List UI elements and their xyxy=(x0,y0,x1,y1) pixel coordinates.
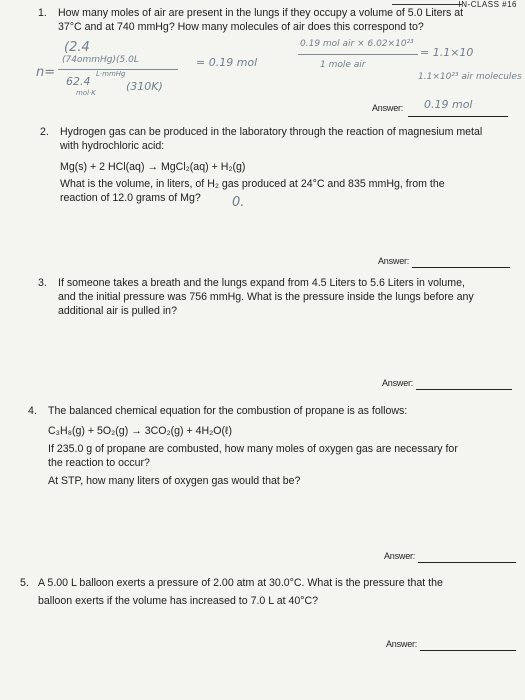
q1-work-conv-eq: = 1.1×10 xyxy=(420,46,474,59)
q1-work-conv1: 0.19 mol air × 6.02×10²³ xyxy=(300,39,414,49)
q3-text-line2: and the initial pressure was 756 mmHg. What is the pressure inside the lungs before any xyxy=(58,291,474,303)
q1-work-conv-bar xyxy=(298,54,418,55)
q1-work-conv-den: 1 mole air xyxy=(320,60,366,70)
q2-answer-line xyxy=(412,267,510,268)
q3-text-line3: additional air is pulled in? xyxy=(58,305,177,317)
q2-text-line3: What is the volume, in liters, of H₂ gas produced at 24°C and 835 mmHg, from the xyxy=(60,178,445,190)
q5-answer-line xyxy=(420,650,516,651)
q1-work-n-eq: n= xyxy=(36,65,56,80)
q1-answer-value: 0.19 mol xyxy=(424,98,473,111)
q1-work-conv-res: 1.1×10²³ air molecules xyxy=(418,72,522,82)
q2-answer-label: Answer: xyxy=(378,256,410,266)
q4-answer-line xyxy=(418,562,516,563)
q3-number: 3. xyxy=(38,277,47,289)
q2-text-line2: with hydrochloric acid: xyxy=(60,140,165,152)
q2-work-mark: 0. xyxy=(232,195,245,210)
q2-text-line4: reaction of 12.0 grams of Mg? xyxy=(60,192,201,204)
q1-text-line2: 37°C and at 740 mmHg? How many molecules of air does this correspond to? xyxy=(58,21,424,33)
q4-text-line4: At STP, how many liters of oxygen gas would that be? xyxy=(48,475,301,487)
q2-text-line1: Hydrogen gas can be produced in the laboratory through the reaction of magnesium metal xyxy=(60,126,483,138)
q4-answer-label: Answer: xyxy=(384,551,416,561)
q4-text-line2: If 235.0 g of propane are combusted, how many moles of oxygen gas are necessary for xyxy=(48,443,458,455)
q1-work-den-unit2: mol·K xyxy=(76,89,96,97)
q5-number: 5. xyxy=(20,577,29,589)
q3-answer-label: Answer: xyxy=(382,378,414,388)
q1-work-num-mid: (74ommHg)(5.0L xyxy=(62,55,139,65)
q2-number: 2. xyxy=(40,126,49,138)
q1-work-temp: (310K) xyxy=(126,80,163,93)
q1-work-den: 62.4 xyxy=(66,75,91,88)
q4-equation: C₃H₈(g) + 5O₂(g) → 3CO₂(g) + 4H₂O(ℓ) xyxy=(48,425,232,437)
q1-work-den-unit: L·mmHg xyxy=(96,70,126,78)
q1-work-num-top: (2.4 xyxy=(64,40,90,55)
q3-text-line1: If someone takes a breath and the lungs expand from 4.5 Liters to 5.6 Liters in volume, xyxy=(58,277,465,289)
q1-answer-label: Answer: xyxy=(372,103,404,113)
q1-number: 1. xyxy=(38,7,47,19)
q2-equation: Mg(s) + 2 HCl(aq) → MgCl₂(aq) + H₂(g) xyxy=(60,161,246,173)
class-tag: IN-CLASS #16 xyxy=(458,0,517,9)
q1-text-line1: How many moles of air are present in the lungs if they occupy a volume of 5.0 Liters at xyxy=(58,7,464,19)
q5-text-line1: A 5.00 L balloon exerts a pressure of 2.00 atm at 30.0°C. What is the pressure that the xyxy=(38,577,443,589)
q5-answer-label: Answer: xyxy=(386,639,418,649)
q1-work-result: = 0.19 mol xyxy=(196,56,258,69)
q1-answer-line xyxy=(408,116,508,117)
q4-text-line1: The balanced chemical equation for the combustion of propane is as follows: xyxy=(48,405,408,417)
header-rule xyxy=(392,4,462,5)
q4-text-line3: the reaction to occur? xyxy=(48,457,150,469)
q3-answer-line xyxy=(416,389,512,390)
q5-text-line2: balloon exerts if the volume has increased to 7.0 L at 40°C? xyxy=(38,595,319,607)
q4-number: 4. xyxy=(28,405,37,417)
